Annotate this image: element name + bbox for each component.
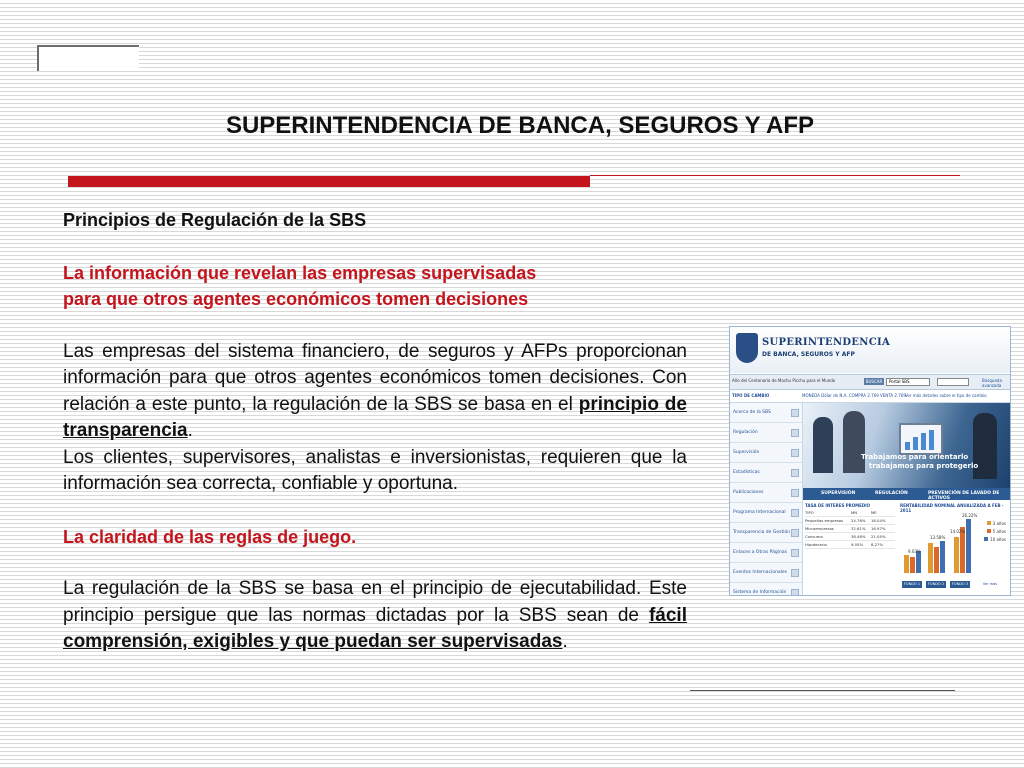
website-side-item: Estadísticas — [730, 463, 802, 483]
rate-label: TIPO DE CAMBIO — [732, 393, 770, 398]
table-row: Consumo 38.46% 21.05% — [805, 533, 895, 541]
website-tab: SUPERVISIÓN — [821, 491, 856, 496]
website-search-select: Portal SBS — [886, 378, 930, 386]
chart-title: RENTABILIDAD NOMINAL ANUALIZADA A FEB - 2011 — [900, 503, 1004, 513]
fondo-button: FONDO 3 — [951, 582, 969, 586]
slide-content — [63, 207, 687, 656]
highlight-rules: La claridad de las reglas de juego. — [63, 526, 357, 547]
page-title: SUPERINTENDENCIA DE BANCA, SEGUROS Y AFP — [225, 112, 815, 139]
website-search-input — [937, 378, 969, 386]
table-title: TASA DE INTERES PROMEDIO — [805, 503, 871, 508]
website-side-item: Regulación — [730, 423, 802, 443]
fondo-button: FONDO 2 — [927, 582, 945, 586]
svg-text:13.58%: 13.58% — [930, 535, 946, 540]
highlight-line-1: La información que revelan las empresas supervisadas — [63, 262, 537, 283]
website-side-item: Enlaces a Otras Páginas — [730, 543, 802, 563]
principle-transparency: principio de transparencia — [63, 393, 687, 441]
monitor-chart-icon — [899, 423, 943, 455]
website-name: SUPERINTENDENCIA — [762, 337, 891, 348]
principle-enforceability: fácil comprensión, exigibles y que puedan ser supervisadas — [63, 604, 687, 652]
website-side-item: Supervisión — [730, 443, 802, 463]
sbs-website-screenshot — [729, 326, 1011, 596]
website-side-item: Sistema de Información — [730, 583, 802, 596]
bottom-divider — [690, 690, 955, 691]
website-header — [730, 327, 1010, 373]
website-sidebar — [730, 403, 803, 595]
red-divider-bar — [68, 176, 590, 187]
website-side-item: Acerca de la SBS — [730, 403, 802, 423]
legend-item: 3 años — [987, 521, 1006, 526]
svg-text:14.02%: 14.02% — [950, 529, 966, 534]
highlight-line-2: para que otros agentes económicos tomen decisiones — [63, 289, 529, 309]
website-strip-text: Año del Centenario de Machu Picchu para el Mundo — [732, 378, 836, 383]
sbs-logo-icon — [736, 333, 758, 363]
website-tab: PREVENCIÓN DE LAVADO DE ACTIVOS — [928, 491, 1000, 501]
website-banner-photo — [803, 403, 1010, 488]
svg-text:26.22%: 26.22% — [962, 513, 978, 518]
legend-item: 5 años — [987, 529, 1006, 534]
table-row: Pequeñas empresas 24.76% 16.04% — [805, 517, 895, 525]
red-divider-line — [590, 175, 960, 176]
person-silhouette — [813, 417, 833, 473]
fondo-button: FONDO 1 — [903, 582, 921, 586]
table-row: Microempresas 32.61% 16.97% — [805, 525, 895, 533]
website-exchange-rate — [730, 390, 1010, 403]
website-advanced-link: Búsqueda avanzada — [982, 378, 1002, 388]
banner-text-1: Trabajamos para orientarlo — [861, 453, 969, 461]
website-side-item: Publicaciones — [730, 483, 802, 503]
website-side-item: Programa Internacional — [730, 503, 802, 523]
rate-more-link: Ver más detalles sobre el tipo de cambio — [905, 393, 987, 398]
svg-text:9.03%: 9.03% — [908, 549, 921, 554]
website-side-item: Eventos Internacionales — [730, 563, 802, 583]
paragraph-transparency: Las empresas del sistema financiero, de seguros y AFPs proporcionan información para que otros agentes económicos tomen decisiones. Con relación a este punto, la regulación de la SBS se basa en el principio de transparencia. — [63, 340, 687, 441]
website-tab: REGULACIÓN — [875, 491, 908, 496]
website-interest-table — [805, 503, 895, 593]
person-silhouette — [843, 411, 865, 473]
website-search-strip — [730, 374, 1010, 390]
section-heading: Principios de Regulación de la SBS — [63, 210, 367, 230]
table-row: Hipotecario 9.05% 8.27% — [805, 541, 895, 549]
banner-text-2: trabajamos para protegerlo — [869, 462, 979, 470]
website-search-button: BUSCAR — [865, 379, 883, 384]
website-tabs — [803, 488, 1010, 500]
fondos-row — [900, 581, 1008, 589]
decorative-corner-box — [37, 45, 139, 71]
website-side-item: Transparencia de Gestión — [730, 523, 802, 543]
ver-mas-link: Ver más — [982, 582, 998, 586]
legend-item: 10 años — [984, 537, 1006, 542]
paragraph-enforceability: La regulación de la SBS se basa en el principio de ejecutabilidad. Este principio persigue que las normas dictadas por la SBS sean de fácil comprensión, exigibles y que puedan ser supervisadas. — [63, 578, 687, 652]
paragraph-clients: Los clientes, supervisores, analistas e inversionistas, requieren que la información sea correcta, confiable y oportuna. — [63, 446, 687, 494]
website-returns-chart — [900, 503, 1008, 593]
table-row: TIPO MN ME — [805, 509, 895, 517]
website-subname: DE BANCA, SEGUROS Y AFP — [762, 351, 855, 358]
rate-values: MONEDA Dólar de N.A. COMPRA 2.769 VENTA 2.769 — [802, 393, 906, 398]
chart-bars — [900, 511, 984, 579]
